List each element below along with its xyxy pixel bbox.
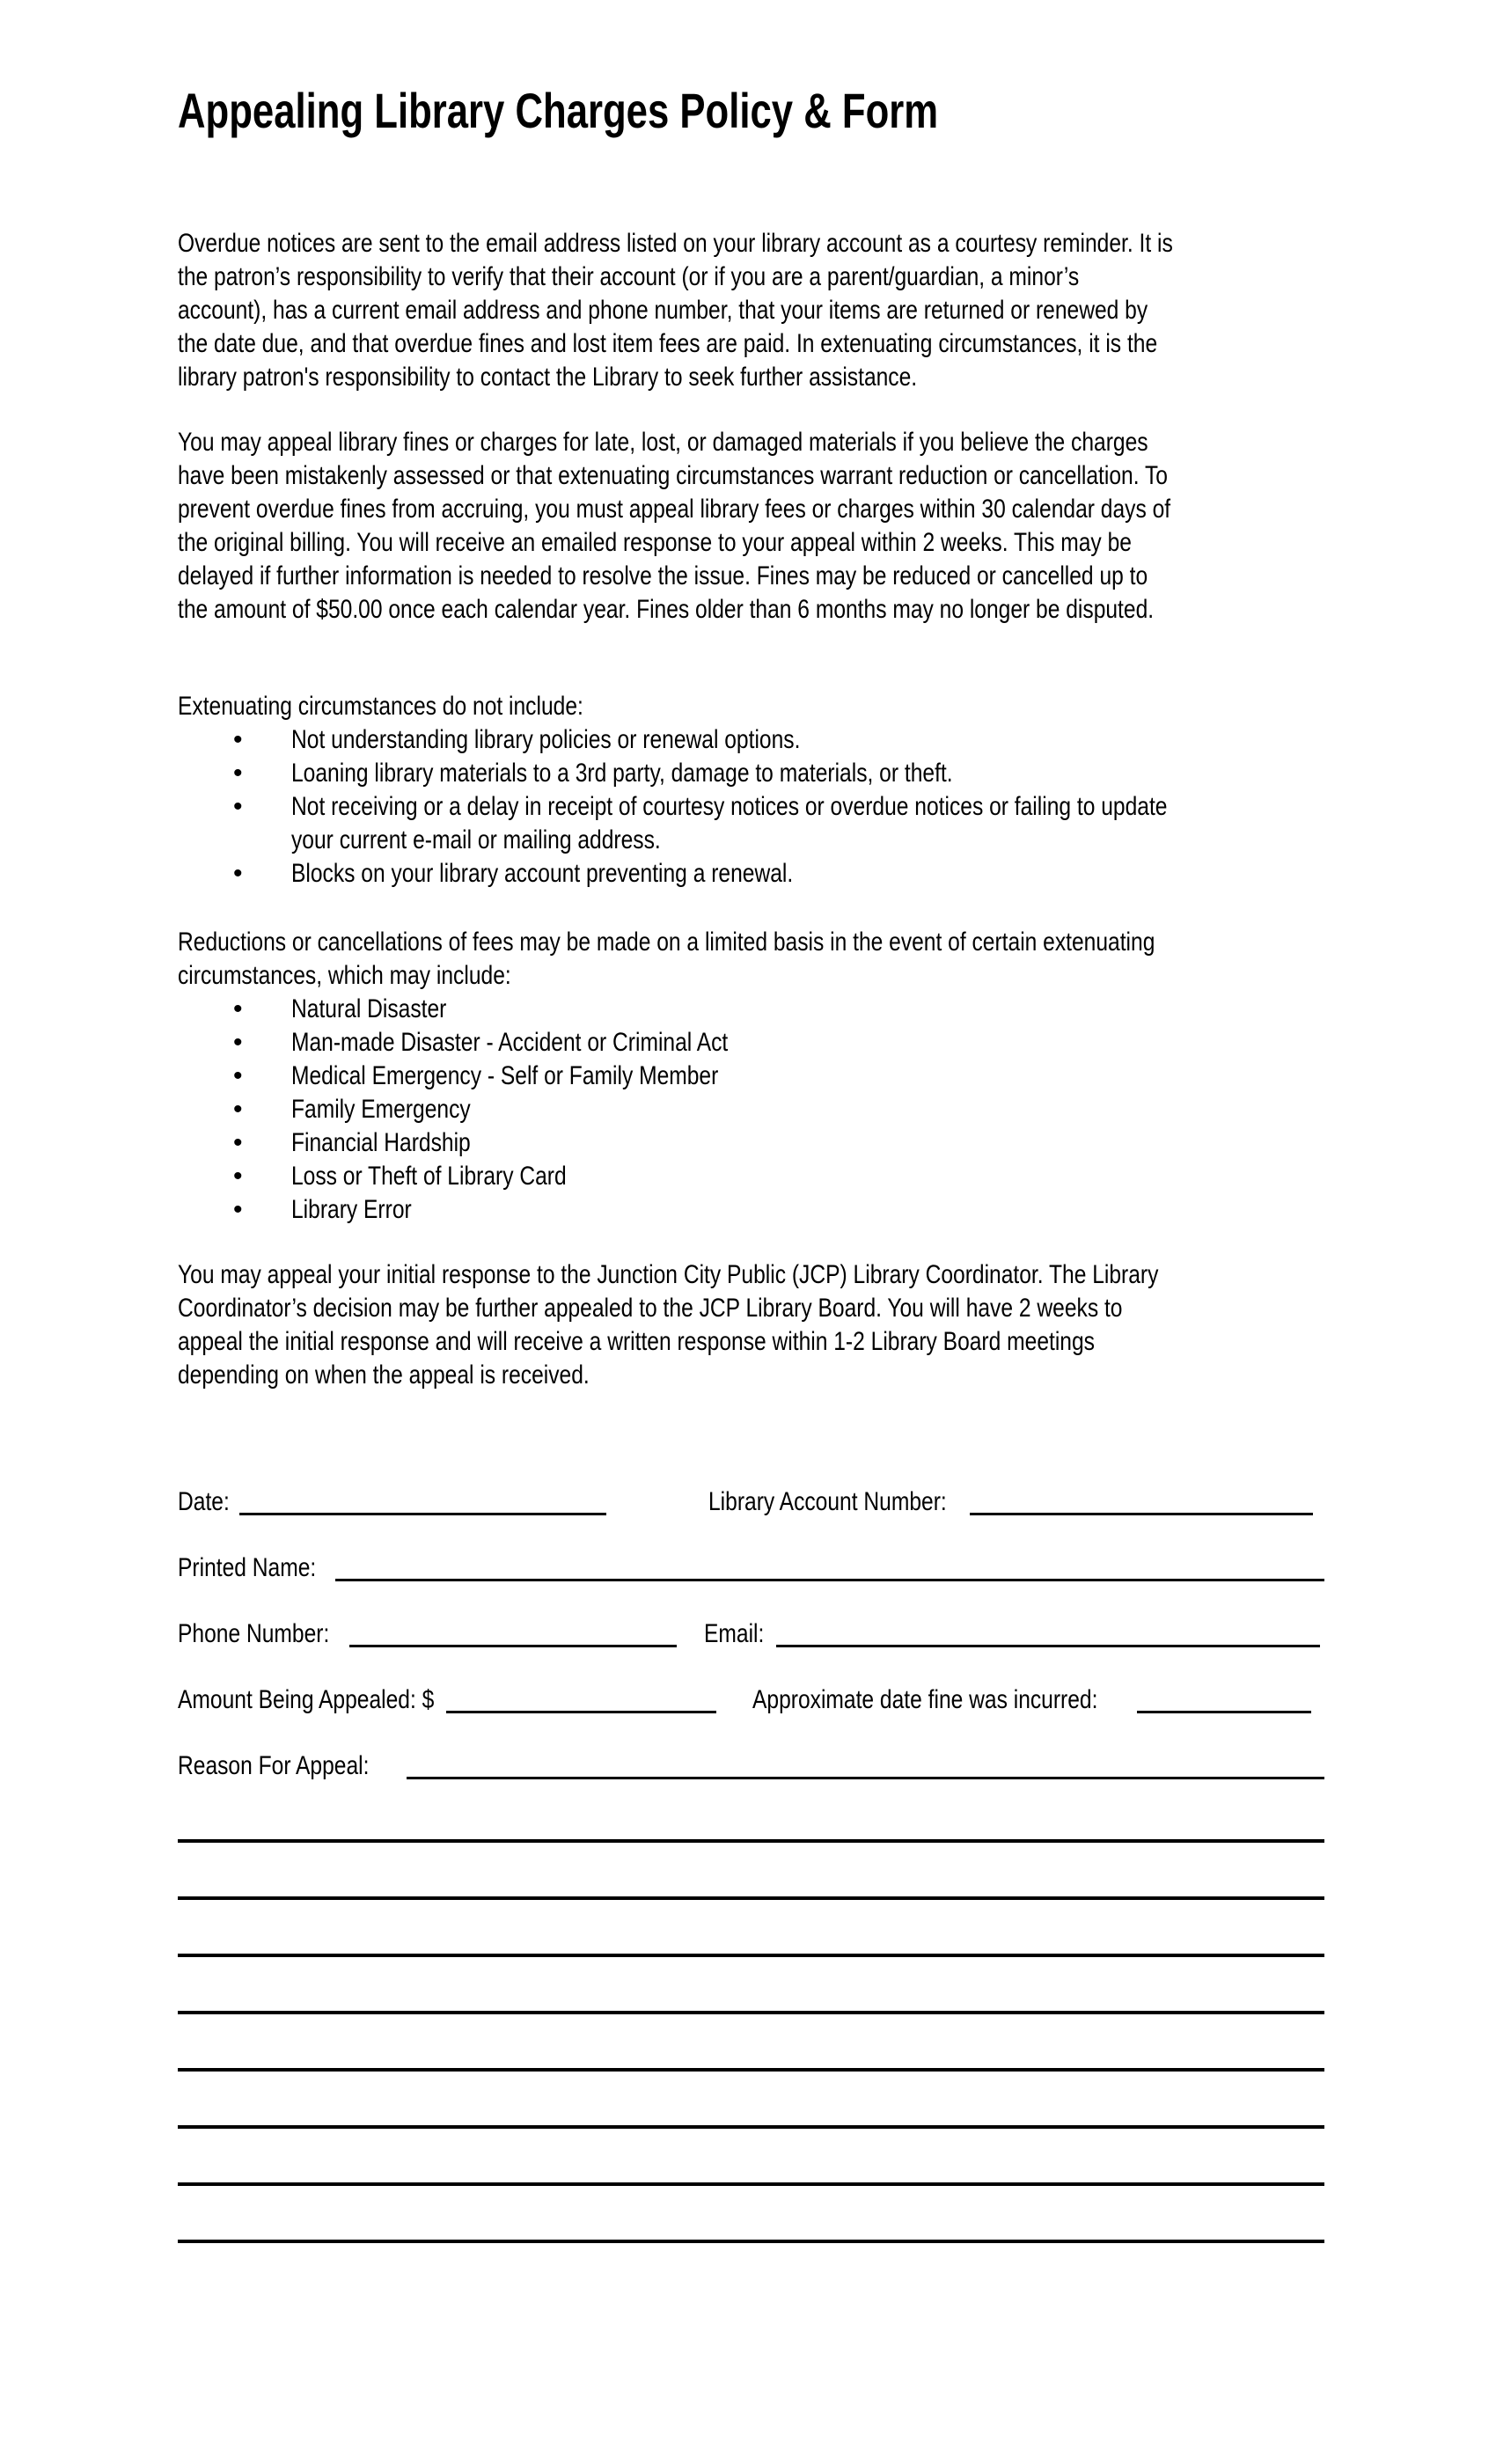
- bullet-icon: •: [233, 994, 243, 1023]
- date-incurred-fill-in-line: [1137, 1711, 1311, 1713]
- text-line: You may appeal your initial response to the Junction City Public (JCP) Library Coordinator. The Library: [178, 1260, 1159, 1289]
- appeal-policy-paragraph: [178, 426, 1324, 627]
- text-line: the patron’s responsibility to verify that their account (or if you are a parent/guardian, a minor’s: [178, 262, 1080, 291]
- form-row-reason: [178, 1749, 1324, 1783]
- reductions-intro-paragraph: [178, 926, 1324, 993]
- bullet-icon: •: [233, 1195, 243, 1224]
- text-line: circumstances, which may include:: [178, 961, 511, 990]
- text-line: depending on when the appeal is received.: [178, 1360, 590, 1390]
- document-content: [178, 0, 1324, 2243]
- list-item: • Blocks on your library account preventing a renewal.: [178, 857, 1324, 891]
- text-line: the amount of $50.00 once each calendar year. Fines older than 6 months may no longer be disputed.: [178, 595, 1155, 624]
- text-line: account), has a current email address and phone number, that your items are returned or renewed by: [178, 296, 1148, 325]
- form-row-amount-date-incurred: [178, 1683, 1324, 1717]
- reason-label: Reason For Appeal:: [178, 1751, 370, 1780]
- phone-number-label: Phone Number:: [178, 1619, 330, 1648]
- date-incurred-label: Approximate date fine was incurred:: [752, 1685, 1098, 1714]
- text-line: prevent overdue fines from accruing, you must appeal library fees or charges within 30 calendar days of: [178, 495, 1171, 524]
- writing-line: [178, 2011, 1324, 2014]
- text-line: You may appeal library fines or charges for late, lost, or damaged materials if you believe the charges: [178, 428, 1148, 457]
- bullet-icon: •: [233, 1061, 243, 1090]
- text-line: Extenuating circumstances do not include:: [178, 692, 583, 721]
- list-item-continuation: your current e-mail or mailing address.: [178, 824, 1324, 857]
- list-item: • Financial Hardship: [178, 1126, 1324, 1160]
- text-line: appeal the initial response and will receive a written response within 1-2 Library Board meetings: [178, 1327, 1095, 1356]
- account-number-label: Library Account Number:: [708, 1487, 947, 1516]
- list-item: • Family Emergency: [178, 1093, 1324, 1126]
- amount-fill-in-line: [446, 1711, 716, 1713]
- date-fill-in-line: [239, 1513, 606, 1515]
- text-line: the date due, and that overdue fines and lost item fees are paid. In extenuating circumstances, it is the: [178, 329, 1158, 358]
- email-label: Email:: [704, 1619, 765, 1648]
- bullet-icon: •: [233, 1028, 243, 1057]
- list-item: • Loss or Theft of Library Card: [178, 1160, 1324, 1193]
- date-label: Date:: [178, 1487, 230, 1516]
- account-number-fill-in-line: [970, 1513, 1313, 1515]
- appeal-form: [178, 1485, 1324, 2243]
- text-line: have been mistakenly assessed or that extenuating circumstances warrant reduction or cancellation. To: [178, 461, 1168, 490]
- writing-line: [178, 1954, 1324, 1957]
- list-item: • Not understanding library policies or renewal options.: [178, 723, 1324, 757]
- text-line: the original billing. You will receive an emailed response to your appeal within 2 weeks. This may be: [178, 528, 1132, 557]
- exclusions-heading: [178, 690, 1324, 723]
- bullet-icon: •: [233, 1095, 243, 1124]
- list-item: • Medical Emergency - Self or Family Member: [178, 1060, 1324, 1093]
- writing-line: [178, 2068, 1324, 2072]
- list-item: • Natural Disaster: [178, 993, 1324, 1026]
- exclusions-list: [178, 723, 1324, 891]
- list-item: • Loaning library materials to a 3rd party, damage to materials, or theft.: [178, 757, 1324, 790]
- list-item: • Not receiving or a delay in receipt of courtesy notices or overdue notices or failing to update: [178, 790, 1324, 824]
- printed-name-fill-in-line: [335, 1579, 1324, 1581]
- text-line: Reductions or cancellations of fees may be made on a limited basis in the event of certain extenuating: [178, 928, 1155, 957]
- text-line: Overdue notices are sent to the email address listed on your library account as a courtesy reminder. It is: [178, 229, 1173, 258]
- bullet-icon: •: [233, 1162, 243, 1191]
- writing-line: [178, 2125, 1324, 2129]
- amount-appealed-label: Amount Being Appealed: $: [178, 1685, 435, 1714]
- writing-line: [178, 2182, 1324, 2186]
- bullet-icon: •: [233, 859, 243, 888]
- page-title: [178, 0, 1324, 139]
- form-row-phone-email: [178, 1617, 1324, 1651]
- text-line: Coordinator’s decision may be further appealed to the JCP Library Board. You will have 2 weeks to: [178, 1294, 1123, 1323]
- bullet-icon: •: [233, 725, 243, 754]
- phone-number-fill-in-line: [349, 1645, 677, 1647]
- writing-line: [178, 2240, 1324, 2243]
- appeal-process-paragraph: [178, 1258, 1324, 1392]
- list-item: • Man-made Disaster - Accident or Criminal Act: [178, 1026, 1324, 1060]
- writing-line: [178, 1839, 1324, 1843]
- writing-line: [178, 1896, 1324, 1900]
- bullet-icon: •: [233, 792, 243, 821]
- reason-fill-in-line: [407, 1777, 1324, 1779]
- reductions-list: [178, 993, 1324, 1227]
- intro-paragraph: [178, 227, 1324, 394]
- form-row-printed-name: [178, 1551, 1324, 1585]
- list-item: • Library Error: [178, 1193, 1324, 1227]
- printed-name-label: Printed Name:: [178, 1553, 317, 1582]
- text-line: library patron's responsibility to contact the Library to seek further assistance.: [178, 363, 918, 392]
- bullet-icon: •: [233, 759, 243, 788]
- bullet-spacer: [233, 824, 291, 857]
- form-row-date-account: [178, 1485, 1324, 1519]
- page-title-text: Appealing Library Charges Policy & Form: [178, 83, 939, 138]
- email-fill-in-line: [776, 1645, 1320, 1647]
- text-line: delayed if further information is needed to resolve the issue. Fines may be reduced or cancelled up to: [178, 561, 1148, 590]
- bullet-icon: •: [233, 1128, 243, 1157]
